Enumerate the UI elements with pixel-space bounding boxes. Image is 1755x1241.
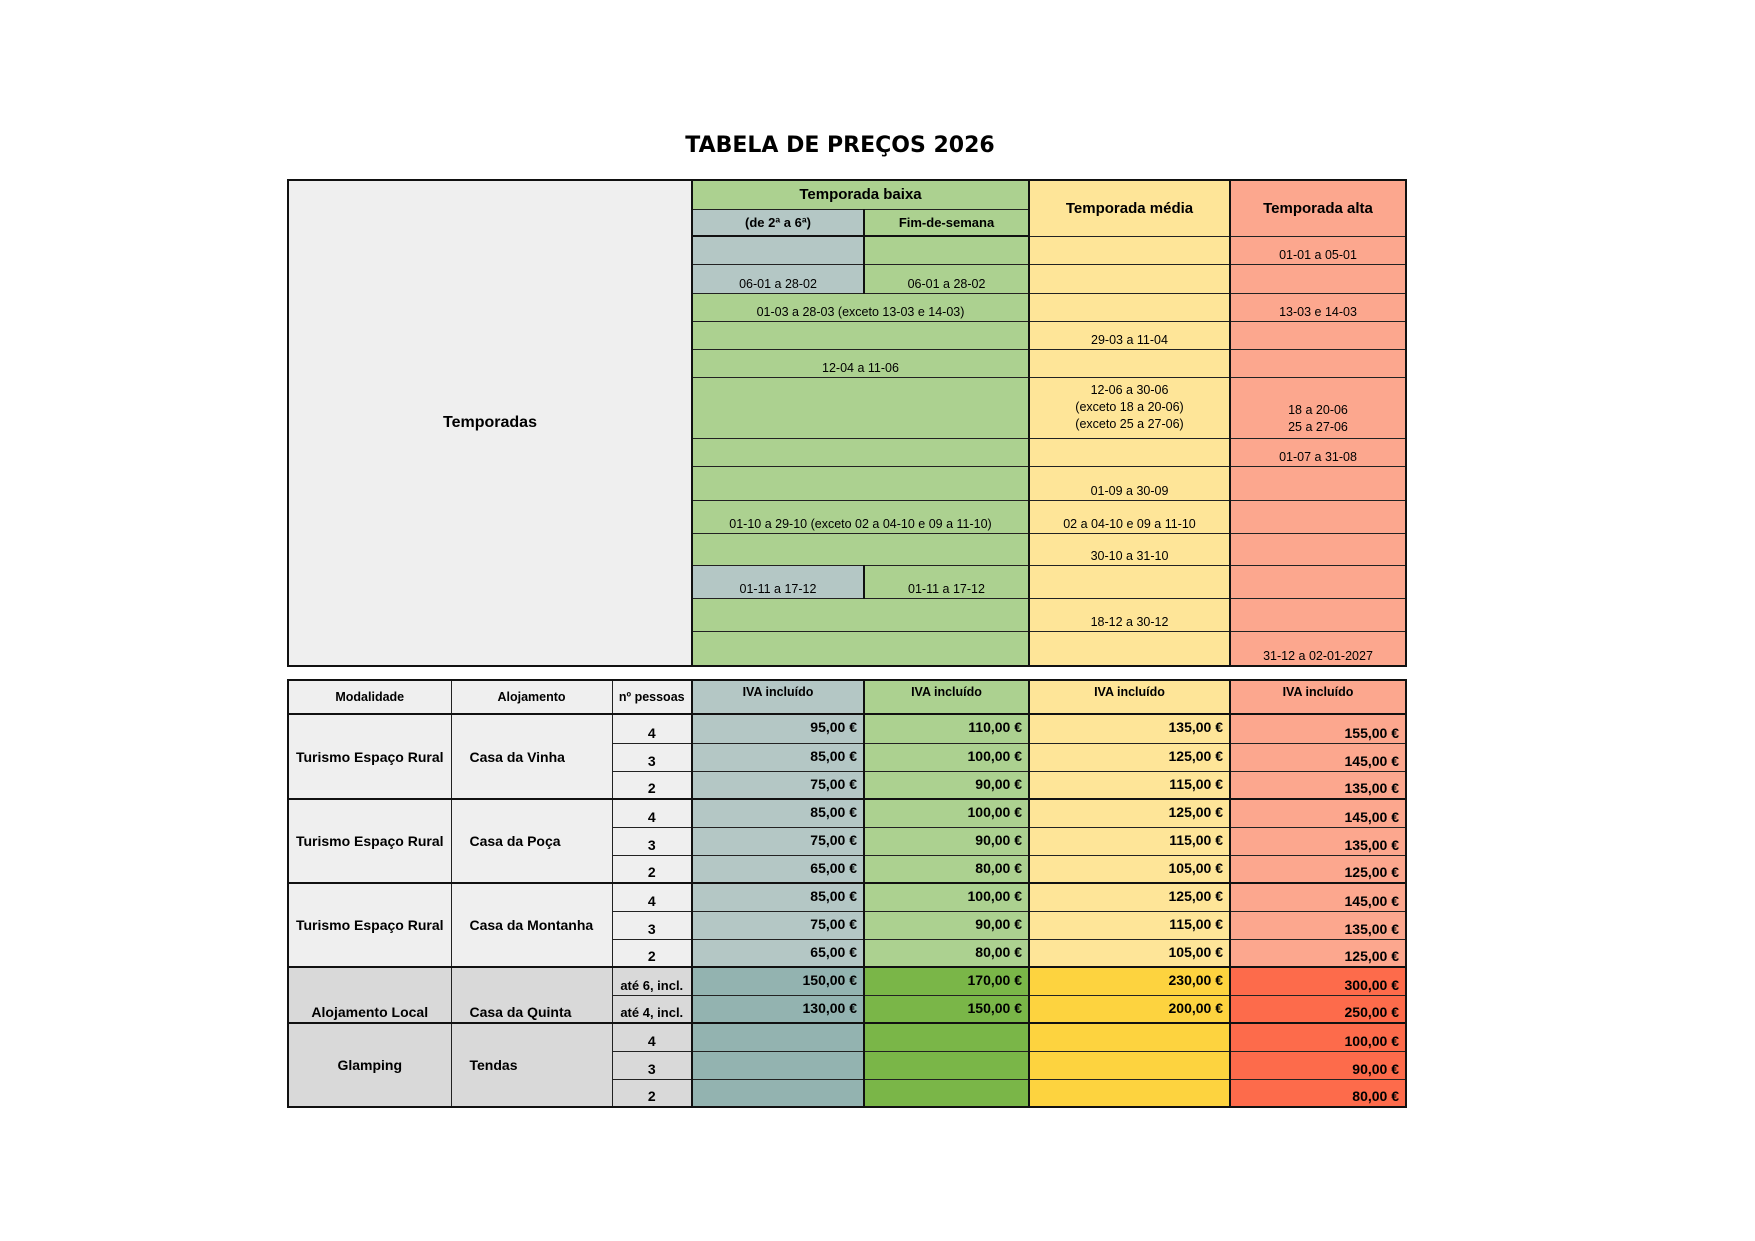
low-season-header: Temporada baixa xyxy=(692,180,1029,209)
price-cell-mid: 135,00 € xyxy=(1029,714,1230,743)
price-cell-high: 125,00 € xyxy=(1230,939,1406,967)
pessoas-cell: 3 xyxy=(612,827,692,855)
season-cell: 06-01 a 28-02 xyxy=(692,264,864,293)
season-cell xyxy=(1230,598,1406,631)
modalidade-cell: Alojamento Local xyxy=(288,967,451,1023)
pessoas-cell: até 6, incl. xyxy=(612,967,692,995)
alojamento-cell: Casa da Quinta xyxy=(451,967,612,1023)
season-cell: 01-01 a 05-01 xyxy=(1230,236,1406,264)
low-weekday-header: (de 2ª a 6ª) xyxy=(692,209,864,236)
price-cell-low-weekend xyxy=(864,1079,1029,1107)
season-cell xyxy=(1230,377,1406,438)
season-cell xyxy=(1029,377,1230,438)
price-cell-low-weekend: 90,00 € xyxy=(864,911,1029,939)
season-cell: 30-10 a 31-10 xyxy=(1029,533,1230,565)
modalidade-cell: Turismo Espaço Rural xyxy=(288,714,451,799)
low-weekend-header: Fim-de-semana xyxy=(864,209,1029,236)
seasons-table xyxy=(287,179,1407,667)
price-cell-mid xyxy=(1029,1079,1230,1107)
price-cell-high: 250,00 € xyxy=(1230,995,1406,1023)
col-header-iva: IVA incluído xyxy=(864,680,1029,714)
table-row xyxy=(288,1023,1406,1051)
col-header-iva: IVA incluído xyxy=(692,680,864,714)
price-cell-high: 300,00 € xyxy=(1230,967,1406,995)
season-cell xyxy=(692,321,1029,349)
season-cell: 18-12 a 30-12 xyxy=(1029,598,1230,631)
price-cell-high: 145,00 € xyxy=(1230,799,1406,827)
pessoas-cell: 4 xyxy=(612,883,692,911)
season-cell xyxy=(1029,236,1230,264)
price-cell-mid xyxy=(1029,1051,1230,1079)
season-cell xyxy=(1029,438,1230,466)
price-cell-low-weekend xyxy=(864,1023,1029,1051)
season-cell xyxy=(1230,500,1406,533)
price-cell-low-weekend: 100,00 € xyxy=(864,743,1029,771)
season-cell: 01-03 a 28-03 (exceto 13-03 e 14-03) xyxy=(692,293,1029,321)
price-cell-low-week: 65,00 € xyxy=(692,855,864,883)
season-line: 25 a 27-06 xyxy=(1288,419,1348,434)
modalidade-cell: Turismo Espaço Rural xyxy=(288,883,451,967)
season-line: 12-06 a 30-06 xyxy=(1090,383,1169,397)
prices-table xyxy=(287,679,1407,1108)
pessoas-cell: 2 xyxy=(612,855,692,883)
season-cell xyxy=(692,438,1029,466)
price-cell-low-week: 85,00 € xyxy=(692,799,864,827)
season-cell: 01-11 a 17-12 xyxy=(864,565,1029,598)
season-cell xyxy=(1029,293,1230,321)
price-cell-high: 145,00 € xyxy=(1230,743,1406,771)
price-cell-low-weekend: 100,00 € xyxy=(864,883,1029,911)
mid-season-header: Temporada média xyxy=(1029,180,1230,236)
pessoas-cell: 3 xyxy=(612,911,692,939)
alojamento-cell: Tendas xyxy=(451,1023,612,1107)
price-cell-high: 125,00 € xyxy=(1230,855,1406,883)
price-cell-mid: 200,00 € xyxy=(1029,995,1230,1023)
season-cell: 01-07 a 31-08 xyxy=(1230,438,1406,466)
pessoas-cell: 2 xyxy=(612,771,692,799)
price-cell-mid: 115,00 € xyxy=(1029,911,1230,939)
season-cell: 29-03 a 11-04 xyxy=(1029,321,1230,349)
season-cell xyxy=(1029,349,1230,377)
price-cell-low-week: 85,00 € xyxy=(692,883,864,911)
price-cell-low-weekend: 80,00 € xyxy=(864,855,1029,883)
price-cell-high: 100,00 € xyxy=(1230,1023,1406,1051)
season-cell: 31-12 a 02-01-2027 xyxy=(1230,631,1406,666)
price-cell-low-week: 75,00 € xyxy=(692,771,864,799)
season-cell: 06-01 a 28-02 xyxy=(864,264,1029,293)
high-season-header: Temporada alta xyxy=(1230,180,1406,236)
season-cell: 12-04 a 11-06 xyxy=(692,349,1029,377)
season-cell xyxy=(864,236,1029,264)
price-cell-high: 90,00 € xyxy=(1230,1051,1406,1079)
season-cell: 01-10 a 29-10 (exceto 02 a 04-10 e 09 a 11-10) xyxy=(692,500,1029,533)
price-cell-mid: 125,00 € xyxy=(1029,799,1230,827)
alojamento-cell: Casa da Montanha xyxy=(451,883,612,967)
price-cell-mid: 125,00 € xyxy=(1029,743,1230,771)
price-cell-high: 135,00 € xyxy=(1230,771,1406,799)
col-header-alojamento: Alojamento xyxy=(451,680,612,714)
price-cell-mid xyxy=(1029,1023,1230,1051)
price-cell-high: 135,00 € xyxy=(1230,827,1406,855)
modalidade-cell: Turismo Espaço Rural xyxy=(288,799,451,883)
price-cell-low-week xyxy=(692,1023,864,1051)
season-line: (exceto 25 a 27-06) xyxy=(1075,417,1184,431)
season-cell: 01-09 a 30-09 xyxy=(1029,466,1230,500)
page-title: TABELA DE PREÇOS 2026 xyxy=(685,133,995,158)
price-cell-low-weekend: 90,00 € xyxy=(864,771,1029,799)
price-cell-low-week: 150,00 € xyxy=(692,967,864,995)
season-cell xyxy=(1029,631,1230,666)
price-cell-low-weekend: 90,00 € xyxy=(864,827,1029,855)
price-cell-mid: 115,00 € xyxy=(1029,771,1230,799)
price-cell-low-weekend: 80,00 € xyxy=(864,939,1029,967)
season-cell xyxy=(692,236,864,264)
price-cell-low-weekend xyxy=(864,1051,1029,1079)
pessoas-cell: 2 xyxy=(612,1079,692,1107)
price-cell-low-week: 65,00 € xyxy=(692,939,864,967)
price-cell-mid: 125,00 € xyxy=(1029,883,1230,911)
price-cell-mid: 105,00 € xyxy=(1029,939,1230,967)
season-cell xyxy=(692,631,1029,666)
season-cell xyxy=(692,533,1029,565)
price-cell-low-week: 130,00 € xyxy=(692,995,864,1023)
alojamento-cell: Casa da Poça xyxy=(451,799,612,883)
price-cell-mid: 105,00 € xyxy=(1029,855,1230,883)
pessoas-cell: 4 xyxy=(612,799,692,827)
price-cell-low-week xyxy=(692,1079,864,1107)
season-cell xyxy=(1230,466,1406,500)
season-cell xyxy=(1230,533,1406,565)
season-cell xyxy=(1029,264,1230,293)
price-cell-low-week: 95,00 € xyxy=(692,714,864,743)
season-cell: 13-03 e 14-03 xyxy=(1230,293,1406,321)
price-cell-high: 135,00 € xyxy=(1230,911,1406,939)
temporadas-label: Temporadas xyxy=(288,180,692,666)
season-cell: 01-11 a 17-12 xyxy=(692,565,864,598)
pessoas-cell: 3 xyxy=(612,743,692,771)
table-row xyxy=(288,883,1406,911)
table-row xyxy=(288,967,1406,995)
season-cell xyxy=(1230,565,1406,598)
col-header-iva: IVA incluído xyxy=(1029,680,1230,714)
price-cell-mid: 115,00 € xyxy=(1029,827,1230,855)
pessoas-cell: 3 xyxy=(612,1051,692,1079)
pessoas-cell: 4 xyxy=(612,714,692,743)
modalidade-cell: Glamping xyxy=(288,1023,451,1107)
season-cell xyxy=(692,466,1029,500)
season-cell xyxy=(1230,321,1406,349)
table-row xyxy=(288,799,1406,827)
season-line: (exceto 18 a 20-06) xyxy=(1075,400,1184,414)
price-cell-low-week: 85,00 € xyxy=(692,743,864,771)
price-cell-low-week: 75,00 € xyxy=(692,911,864,939)
season-cell xyxy=(1029,565,1230,598)
season-cell xyxy=(1230,264,1406,293)
col-header-modalidade: Modalidade xyxy=(288,680,451,714)
alojamento-cell: Casa da Vinha xyxy=(451,714,612,799)
table-row xyxy=(288,714,1406,743)
price-cell-high: 155,00 € xyxy=(1230,714,1406,743)
season-cell xyxy=(1230,349,1406,377)
col-header-iva: IVA incluído xyxy=(1230,680,1406,714)
season-line: 18 a 20-06 xyxy=(1288,402,1348,417)
pessoas-cell: 2 xyxy=(612,939,692,967)
price-cell-mid: 230,00 € xyxy=(1029,967,1230,995)
season-cell xyxy=(692,377,1029,438)
pessoas-cell: 4 xyxy=(612,1023,692,1051)
price-cell-low-weekend: 170,00 € xyxy=(864,967,1029,995)
price-cell-low-week xyxy=(692,1051,864,1079)
season-cell: 02 a 04-10 e 09 a 11-10 xyxy=(1029,500,1230,533)
price-cell-low-weekend: 110,00 € xyxy=(864,714,1029,743)
season-cell xyxy=(692,598,1029,631)
price-cell-low-week: 75,00 € xyxy=(692,827,864,855)
col-header-pessoas: nº pessoas xyxy=(612,680,692,714)
price-cell-low-weekend: 100,00 € xyxy=(864,799,1029,827)
price-cell-high: 80,00 € xyxy=(1230,1079,1406,1107)
price-cell-low-weekend: 150,00 € xyxy=(864,995,1029,1023)
price-cell-high: 145,00 € xyxy=(1230,883,1406,911)
pessoas-cell: até 4, incl. xyxy=(612,995,692,1023)
